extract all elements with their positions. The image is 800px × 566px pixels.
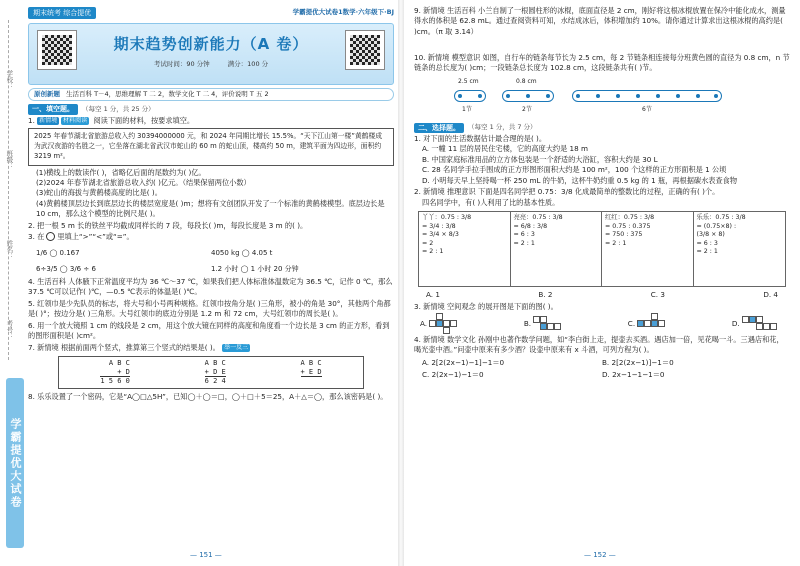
question-text: 7. 新情境 根据前面两个竖式，推算第三个竖式的结果是( )。 (28, 342, 220, 352)
choice-option[interactable]: A. (420, 316, 471, 332)
chain-pin (596, 94, 600, 98)
choice-option[interactable]: C. 2(2x−1)−1＝0 (422, 370, 484, 380)
sub-question: (1)横线上的数读作( )，省略亿后面的尾数约为( )亿。 (36, 167, 206, 177)
question-text: 阅读下面的材料，按要求填空。 (93, 115, 195, 125)
choice-option[interactable]: D. 4 (763, 290, 778, 300)
left-content (28, 6, 394, 403)
section-choice (414, 123, 790, 133)
series-label: 学霸提优大试卷1数学·六年级下·BJ (292, 8, 394, 17)
chain-pin (478, 94, 482, 98)
choice-option[interactable]: D. 小明每天早上坚持喝一杯 250 mL 的牛奶，这杯牛奶约重 0.5 kg 的 1 瓶，再根据碳水表查食物 (422, 175, 738, 185)
question-4: 4. 生活百科 人体腋下正常温度平均为 36 ℃～37 ℃，如果我们把人体标准体温数定为 36.5 ℃，记作 0 ℃，那么 37.5 ℃可以记作( )℃，—0.5 ℃表示的体温是( )℃。 (28, 276, 393, 297)
choice-3 (414, 302, 790, 334)
choice-option[interactable]: B. 中国家庭标准用品的立方体包装是一个舒适的大浴缸，容积大约是 30 L (422, 154, 658, 164)
options-row (414, 290, 790, 300)
vertical-calculations (58, 356, 364, 389)
choice-option[interactable]: D. 2x−1−1−1＝0 (602, 370, 665, 380)
solution-cell: 亮亮：0.75 : 3/8 = 6/8 : 3/8 = 6 : 3 = 2 : 1 (511, 212, 603, 286)
section-title: 二、选择题。 (414, 123, 464, 133)
question-2: 2. 把一根 5 m 长的铁丝平均截成同样长的 7 段，每段长( )m，每段长度是 3 m 的( )。 (28, 220, 308, 230)
exam-type-tag: 期末统考 综合提优 (28, 7, 96, 19)
chain-pin (714, 94, 718, 98)
school-label: 学校： (5, 70, 14, 90)
chain-pin (616, 94, 620, 98)
comparison-grid (28, 246, 394, 276)
original-tag: 原创新题 (34, 90, 60, 98)
chain-pin (676, 94, 680, 98)
exam-title: 期末趋势创新能力（A 卷） (113, 35, 309, 53)
circle-blank-icon (46, 232, 55, 241)
question-10: 10. 新情境 模型意识 如图，自行车的链条每节长为 2.5 cm，每 2 节链条相连接每分班黄色圆的直径为 0.8 cm，n 节链条的总长度为( )cm；一段链条总长度为 102.8 cm，这段链条共有( )节。 (414, 53, 790, 73)
choice-option[interactable]: A. 2[2(2x−1)−1]−1＝0 (422, 357, 505, 367)
choice-option[interactable]: C. 3 (650, 290, 665, 300)
exam-meta (99, 60, 323, 69)
choice-option[interactable]: A. 1 (426, 290, 440, 300)
reading-material: 2025 年春节湖北省旅游总收入约 30394000000 元，和 2024 年同期比增长 15.5%。“天下江山第一楼”黄鹤楼成为武汉夜游的名胜之一，它坐落在湖北省武汉市蛇山的 60 m 的蛇山顶，楼高约 50 m，建筑平面为四边形，面积约 3219 m²。 (28, 128, 394, 166)
solution-cell: 红红：0.75 : 3/8 = 0.75 : 0.375 = 750 : 375 = 2 : 1 (602, 212, 694, 286)
net-options (414, 314, 790, 334)
chain-label: 1节 (462, 105, 472, 113)
page-number: — 151 — (190, 550, 222, 559)
chain-pin (576, 94, 580, 98)
chain-pin (506, 94, 510, 98)
question-7 (28, 343, 394, 353)
vertical-calc: A B C + D 1 5 6 0 (100, 358, 130, 386)
exam-score: 满分：100 分 (227, 60, 269, 68)
page-number: — 152 — (584, 550, 616, 559)
choice-1 (414, 134, 790, 186)
question-tag: 材料阅读 (63, 116, 88, 124)
cube-net-icon (742, 316, 784, 332)
name-label: 姓名： (5, 240, 14, 260)
solution-table (418, 211, 786, 287)
comparison-item: 1/6 ◯ 0.167 (36, 248, 80, 257)
comparison-item: 6÷3/5 ◯ 3/6 ÷ 6 (36, 264, 96, 273)
question-5: 5. 红领巾是少先队员的标志，将大号和小号两种规格。红领巾按角分是( )三角形，被小的角是 30°，其他两个角都是( )°；按边分是( )三角形。大号红领巾的底边分别是 1.2 m 和 72 cm，大号红领巾的周长是( )。 (28, 298, 391, 319)
question-text: 4. 新情境 数学文化 孙刚中也著作数学问题，如“李白街上走，提壶去买酒。遇店加一倍，见花喝一斗。三遇店和花，喝光壶中酒。”问壶中原来有多少酒？设壶中原来有 x 斗酒，可列方程为( )。 (414, 334, 784, 355)
choice-option[interactable]: C. (628, 316, 680, 332)
section-fill-in (28, 104, 394, 114)
question-tag: 新情境 (39, 116, 58, 124)
comparison-item: 4050 kg ◯ 4.05 t (211, 248, 273, 257)
question-text: 四名同学中，有( )人利用了比的基本性质。 (422, 197, 560, 207)
right-content (414, 52, 790, 381)
chain-dimension: 0.8 cm (516, 77, 537, 85)
comparison-item: 1.2 小时 ◯ 1 小时 20 分钟 (211, 264, 299, 273)
solution-cell: 乐乐：0.75 : 3/8 = (0.75×8) : (3/8 × 8) = 6 : 3 = 2 : 1 (696, 214, 746, 256)
chain-dimension: 2.5 cm (458, 77, 479, 85)
exam-time: 考试时间：90 分钟 (153, 60, 210, 68)
section-title: 一、填空题。 (28, 104, 78, 114)
binding-sidebar (0, 0, 26, 566)
cut-line (8, 20, 9, 360)
choice-option[interactable]: B. 2 (538, 290, 553, 300)
question-text: 3. 在 (28, 232, 45, 242)
choice-option[interactable]: B. 2[2(2x−1)]−1＝0 (602, 357, 674, 367)
question-6: 6. 用一个放大镜照 1 cm 的线段是 2 cm，用这个放大镜在同样的高度和角度看一个边长是 3 cm 的正方形，看到的图形面积是( )cm²。 (28, 320, 390, 341)
question-1 (28, 116, 394, 220)
chain-pin (656, 94, 660, 98)
title-banner (28, 23, 394, 85)
brand-ribbon: 学霸提优大试卷 (6, 378, 24, 548)
page-header (28, 6, 394, 20)
section-note: （每空 1 分，共 7 分） (468, 123, 537, 132)
question-9: 9. 新情境 生活百科 小兰自制了一根圆柱形的冰棍，底面直径是 2 cm，刚好将这根冰棍放置在保冷中能化成水，测量得水的体积是 62.8 mL。通过查阅资料可知，水结成冰后，体积增加约 10%。请你通过计算求出这根冰棍的高约是( )cm。（π 取 3.14） (414, 6, 786, 36)
chain-label: 2节 (522, 105, 532, 113)
cube-net-icon (637, 316, 679, 332)
question-text: 里填上“>”“<”或“=”。 (57, 232, 134, 242)
chain-pin (546, 94, 550, 98)
original-text: 生活百科 T－4，思维理解 T 二 2，数学文化 T 二 4，评价说明 T 五 2 (66, 90, 269, 98)
chain-label: 6节 (642, 105, 652, 113)
original-questions-row (28, 88, 394, 101)
qr-code-right[interactable] (345, 30, 385, 70)
question-text: 3. 新情境 空间观念 的展开图是下面的图( )。 (414, 301, 558, 311)
choice-option[interactable]: B. (524, 316, 576, 332)
chain-pin (526, 94, 530, 98)
sub-question: (2)2024 年春节湖北省旅游总收入约( )亿元。（结果保留两位小数） (36, 177, 251, 187)
sub-question: (4)黄鹤楼顶层边长到底层边长的楼层宽度是( )m；想将有文创团队开发了一个标准的黄鹤楼模型。底层边长是 10 cm，那么这个模型的比例尺是( )。 (36, 198, 385, 219)
question-text: 2. 新情境 推理意识 下面是四名同学把 0.75：3/8 化成最简单的整数比的过程，正确的有( )个。 (414, 187, 720, 197)
question-text: 1. 对下面的生活数据估计最合理的是( )。 (414, 134, 547, 144)
cube-net-icon (533, 316, 575, 332)
vertical-calc: A B C + E D (300, 358, 322, 376)
question-3 (28, 232, 394, 276)
choice-2 (414, 187, 790, 300)
question-8: 8. 乐乐设置了一个密码，它是“A◯□△5H”，已知◯＋◯＝□，◯＋□＋5＝25，A＋△＝◯，那么该密码是( )。 (28, 392, 388, 402)
right-page (404, 0, 800, 566)
chain-pin (636, 94, 640, 98)
chain-pin (696, 94, 700, 98)
question-number: 1. (28, 115, 35, 125)
cube-net-icon (429, 316, 471, 332)
hint-tag: 举一反三 (224, 343, 249, 351)
chain-pin (458, 94, 462, 98)
options-grid (414, 358, 790, 381)
choice-option[interactable]: C. 28 名同学手拉手围成的正方形图形面积大约是 100 m²，100 个这样的正方形面积是 1 公顷 (422, 165, 727, 175)
sub-question: (3)蛇山的海拔与黄鹤楼高度的比是( )。 (36, 188, 162, 198)
section-note: （每空 1 分，共 25 分） (82, 104, 155, 113)
solution-cell: 丫丫：0.75 : 3/8 = 3/4 : 3/8 = 3/4 × 8/3 = 2 = 2 : 1 (419, 212, 511, 286)
vertical-calc: A B C + D E 6 2 4 (204, 358, 226, 386)
chain-diagram (454, 78, 790, 120)
choice-option[interactable]: D. (732, 316, 784, 332)
qr-code-left[interactable] (37, 30, 77, 70)
id-label: 考号： (5, 320, 14, 340)
choice-4 (414, 335, 790, 381)
class-label: 班级： (5, 150, 14, 170)
choice-option[interactable]: A. 一幢 11 层的居民住宅楼，它的高度大约是 18 m (422, 144, 588, 154)
